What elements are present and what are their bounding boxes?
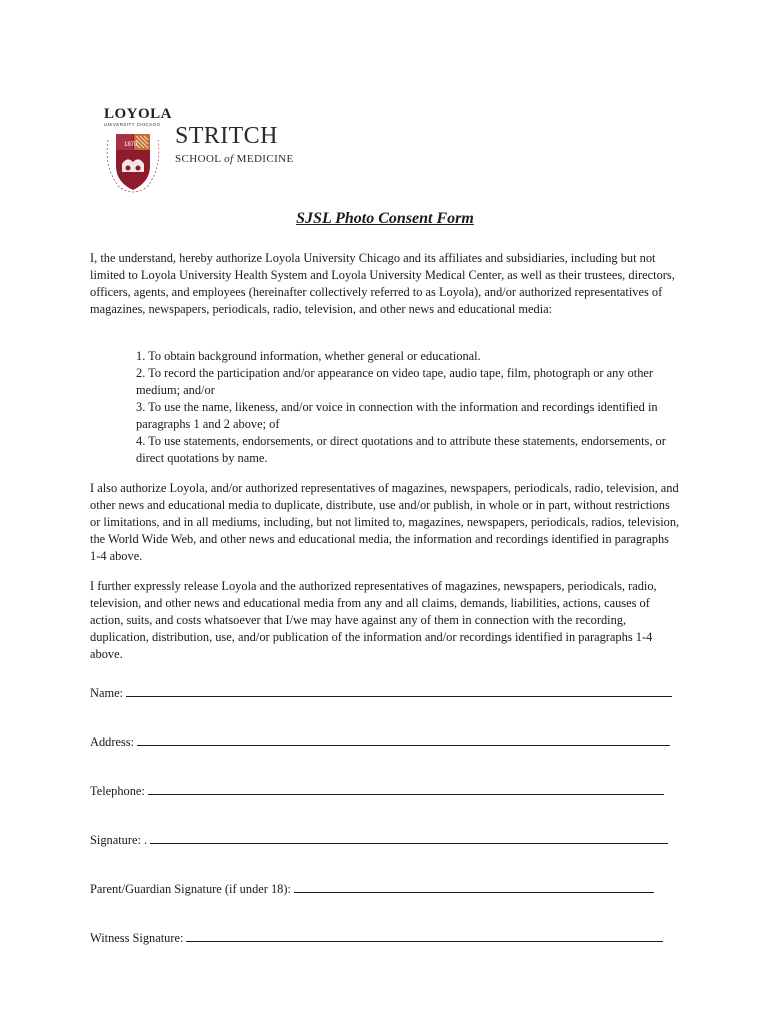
witness-signature-input-line[interactable] (186, 929, 663, 942)
telephone-input-line[interactable] (148, 782, 664, 795)
authorization-paragraph: I, the understand, hereby authorize Loyola University Chicago and its affiliates and subsidiaries, including but not limited to Loyola University Health System and Loyola University Medical Center, as well as their trustees, directors, officers, agents, and employees (hereinafter collectively referred to as Loyola), and/or authorized representatives of magazines, newspapers, periodicals, radio, television, and other news and educational media: (90, 251, 675, 316)
guardian-signature-input-line[interactable] (294, 880, 654, 893)
name-label: Name: (90, 686, 124, 700)
school-suffix: MEDICINE (233, 153, 294, 165)
seal-year: 1870 (124, 142, 138, 148)
name-input-line[interactable] (126, 684, 672, 697)
telephone-field (90, 782, 664, 799)
stritch-logo (98, 106, 298, 202)
school-of-medicine-label (175, 153, 294, 165)
loyola-wordmark: LOYOLA (104, 106, 173, 122)
list-item: 3. To use the name, likeness, and/or voice in connection with the information and recordings identified in paragraphs 1 and 2 above; of (136, 400, 658, 431)
witness-signature-field (90, 929, 663, 946)
release-paragraph: I further expressly release Loyola and the authorized representatives of magazines, newspapers, periodicals, radio, television, and other news and educational media from any and all claims, demands, liabilities, actions, causes of action, suits, and costs whatsoever that I/we may have against any of them in connection with the recording, duplication, distribution, use, and/or publication of the information and/or recordings identified in paragraphs 1-4 above. (90, 579, 657, 661)
authorization-list (136, 348, 676, 467)
witness-signature-label: Witness Signature: (90, 931, 184, 945)
telephone-label: Telephone: (90, 784, 145, 798)
loyola-seal-icon (98, 126, 168, 198)
signature-input-line[interactable] (150, 831, 668, 844)
stritch-wordmark: STRITCH (175, 123, 278, 149)
guardian-signature-label: Parent/Guardian Signature (if under 18): (90, 882, 291, 896)
list-item: 2. To record the participation and/or appearance on video tape, audio tape, film, photograph or any other medium; and/or (136, 366, 654, 397)
address-input-line[interactable] (137, 733, 670, 746)
form-title: SJSL Photo Consent Form (296, 210, 474, 227)
signature-field (90, 831, 668, 848)
name-field (90, 684, 672, 701)
guardian-signature-field (90, 880, 654, 897)
address-field (90, 733, 670, 750)
address-label: Address: (90, 735, 135, 749)
school-of: of (224, 153, 234, 165)
list-item: 4. To use statements, endorsements, or direct quotations and to attribute these statements, endorsements, or direct quotations by name. (136, 434, 666, 465)
publication-paragraph: I also authorize Loyola, and/or authorized representatives of magazines, newspapers, periodicals, radio, television, and other news and educational media to duplicate, distribute, use and/or publish, in whole or in part, without restrictions or limitations, and in all mediums, including, but not limited to, magazines, newspapers, periodicals, radios, television, the World Wide Web, and other news and educational media, the information and recordings identified in paragraphs 1-4 above. (90, 481, 680, 563)
signature-label: Signature: . (90, 833, 148, 847)
list-item: 1. To obtain background information, whether general or educational. (136, 349, 481, 363)
school-prefix: SCHOOL (175, 153, 225, 165)
loyola-subtitle: UNIVERSITY CHICAGO (104, 122, 161, 127)
